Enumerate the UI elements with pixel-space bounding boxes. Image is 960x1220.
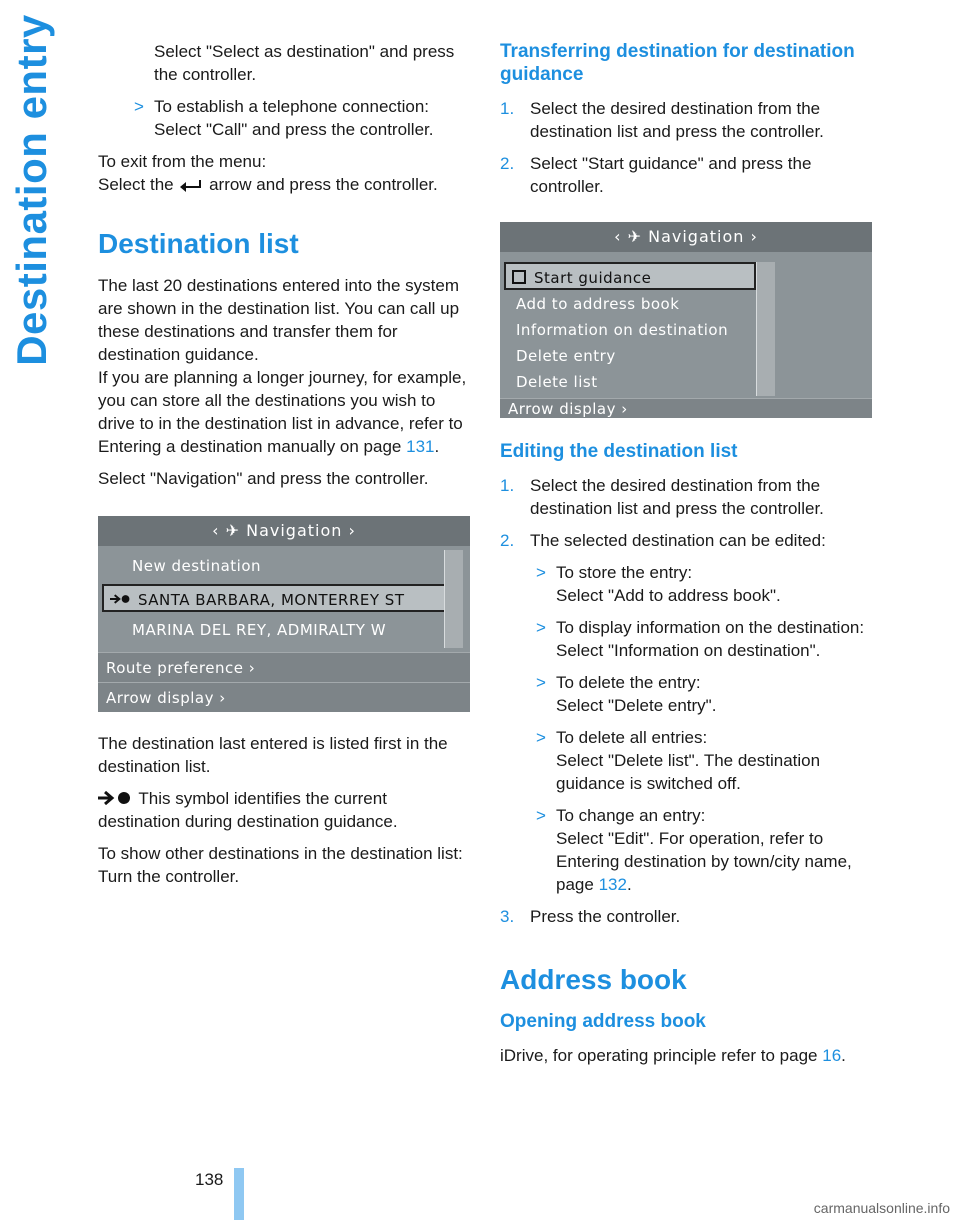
heading-transferring: Transferring destination for destination guidance [500, 41, 855, 85]
checkbox-icon [512, 270, 526, 284]
bullet-item: > To establish a telephone connection: Select "Call" and press the controller. [134, 97, 434, 139]
numbered-step: 2. Select "Start guidance" and press the controller. [500, 154, 812, 196]
page-number: 138 [195, 1170, 224, 1189]
bullet-item: > To delete the entry: Select "Delete entry". [536, 673, 717, 715]
arrow-display-bar[interactable]: Arrow display › [500, 398, 872, 418]
paragraph: The destination last entered is listed first in the destination list. [98, 734, 448, 776]
menu-item-destination[interactable]: MARINA DEL REY, ADMIRALTY W [132, 621, 387, 639]
page-link[interactable]: 132 [598, 875, 627, 894]
menu-item-add-to-address-book[interactable]: Add to address book [516, 295, 680, 313]
navigation-screen [98, 516, 470, 712]
site-watermark: carmanualsonline.info [813, 1200, 950, 1216]
arrow-display-bar[interactable]: Arrow display › [98, 682, 470, 712]
section-side-title: Destination entry [8, 14, 55, 366]
paragraph: To show other destinations in the destination list: [98, 844, 463, 863]
navigation-screen [500, 222, 872, 418]
route-preference-bar[interactable]: Route preference › [98, 652, 470, 683]
paragraph: The last 20 destinations entered into the system are shown in the destination list. You can call up these destinations and transfer them for destination guidance. [98, 276, 460, 364]
menu-item-delete-list[interactable]: Delete list [516, 373, 598, 391]
paragraph: Turn the controller. [98, 867, 240, 886]
paragraph: To exit from the menu: [98, 152, 267, 171]
heading-opening-address-book: Opening address book [500, 1011, 706, 1032]
triangle-bullet-icon: > [134, 97, 144, 116]
paragraph: If you are planning a longer journey, for example, you can store all the destinations you wish to drive to in the destination list in advance, refer to Entering a destination manually on page 131. [98, 368, 467, 456]
numbered-step: 1. Select the desired destination from the destination list and press the controller. [500, 99, 824, 141]
bullet-item: > To store the entry: Select "Add to address book". [536, 563, 781, 605]
numbered-step: 2. The selected destination can be edited: [500, 531, 826, 550]
menu-item-delete-entry[interactable]: Delete entry [516, 347, 616, 365]
paragraph: Select "Select as destination" and press the controller. [154, 42, 455, 84]
menu-item-information-on-destination[interactable]: Information on destination [516, 321, 729, 339]
menu-item-start-guidance[interactable]: Start guidance [504, 262, 756, 290]
bullet-item: > To display information on the destination: Select "Information on destination". [536, 618, 865, 660]
footer-accent-bar [234, 1168, 244, 1220]
heading-address-book: Address book [500, 964, 687, 995]
page-link[interactable]: 16 [822, 1046, 842, 1065]
paragraph: iDrive, for operating principle refer to page 16. [500, 1046, 846, 1065]
screen-header: ‹ ✈ Navigation › [500, 222, 872, 252]
right-column [500, 40, 875, 1076]
heading-destination-list: Destination list [98, 228, 299, 259]
paragraph: This symbol identifies the current destination during destination guidance. [98, 789, 398, 831]
numbered-step: 3. Press the controller. [500, 907, 681, 926]
page-link[interactable]: 131 [406, 437, 435, 456]
left-column [98, 40, 473, 897]
scrollbar[interactable] [756, 262, 775, 396]
screen-header: ‹ ✈ Navigation › [98, 516, 470, 546]
current-destination-icon [110, 592, 138, 606]
menu-item-destination-selected[interactable]: SANTA BARBARA, MONTERREY ST [102, 584, 456, 612]
heading-editing: Editing the destination list [500, 441, 738, 462]
scrollbar[interactable] [444, 550, 463, 648]
menu-item-new-destination[interactable]: New destination [132, 557, 262, 575]
numbered-step: 1. Select the desired destination from the destination list and press the controller. [500, 476, 824, 518]
back-arrow-icon [178, 178, 204, 192]
bullet-item: > To change an entry: Select "Edit". For operation, refer to Entering destination by town/city name, page 132. [536, 806, 852, 894]
current-destination-icon [98, 791, 134, 805]
paragraph: Select the arrow and press the controller. [98, 175, 438, 194]
paragraph: Select "Navigation" and press the controller. [98, 469, 429, 488]
bullet-item: > To delete all entries: Select "Delete list". The destination guidance is switched off. [536, 728, 821, 793]
